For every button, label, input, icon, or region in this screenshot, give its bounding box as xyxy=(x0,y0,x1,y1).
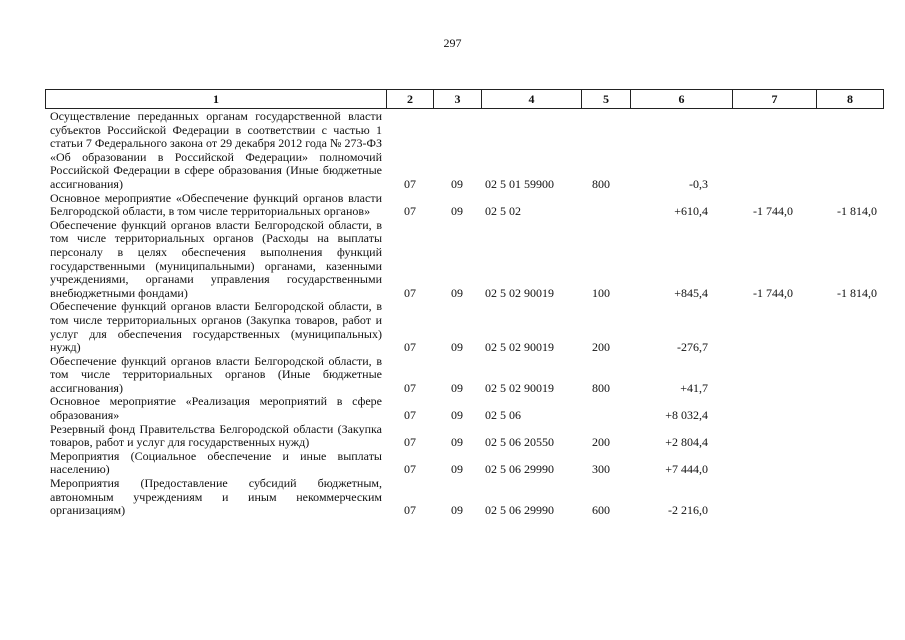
subsection-code: 09 xyxy=(451,380,463,395)
header-col-1: 1 xyxy=(46,90,387,108)
section-code: 07 xyxy=(404,340,416,355)
section-code: 07 xyxy=(404,503,416,518)
target-article: 02 5 06 29990 xyxy=(485,462,554,477)
subsection-code: 09 xyxy=(451,408,463,423)
expense-type: 800 xyxy=(592,176,610,191)
header-col-8: 8 xyxy=(847,92,853,106)
table-row xyxy=(0,423,905,450)
amount-col-6: +7 444,0 xyxy=(665,462,708,477)
subsection-code: 09 xyxy=(451,176,463,191)
table-row xyxy=(0,477,905,518)
header-col-7: 7 xyxy=(733,90,817,108)
expense-type: 200 xyxy=(592,435,610,450)
row-description: Мероприятия (Предоставление субсидий бюджетным, автономным учреждениям и иным некоммерческим организациям) xyxy=(50,476,382,518)
section-code: 07 xyxy=(404,435,416,450)
section-code: 07 xyxy=(404,285,416,300)
row-description: Обеспечение функций органов власти Белгородской области, в том числе территориальных органов (Закупка товаров, работ и услуг для обеспечения государственных (муниципальных) нужд) xyxy=(50,299,382,355)
amount-col-7: -1 744,0 xyxy=(753,285,793,300)
amount-col-6: -0,3 xyxy=(689,176,708,191)
table-row xyxy=(0,395,905,422)
expense-type: 100 xyxy=(592,285,610,300)
table-row xyxy=(0,110,905,192)
subsection-code: 09 xyxy=(451,340,463,355)
section-code: 07 xyxy=(404,408,416,423)
row-description: Основное мероприятие «Обеспечение функций органов власти Белгородской области, в том числе территориальных органов» xyxy=(50,190,382,219)
target-article: 02 5 06 29990 xyxy=(485,503,554,518)
page-number: 297 xyxy=(443,36,462,50)
section-code: 07 xyxy=(404,204,416,219)
expense-type: 200 xyxy=(592,340,610,355)
header-col-4: 4 xyxy=(482,90,582,108)
expense-type: 300 xyxy=(592,462,610,477)
amount-col-6: +610,4 xyxy=(674,204,708,219)
amount-col-6: +845,4 xyxy=(674,285,708,300)
target-article: 02 5 02 xyxy=(485,204,521,219)
target-article: 02 5 01 59900 xyxy=(485,176,554,191)
header-col-3: 3 xyxy=(434,90,482,108)
table-body xyxy=(0,110,905,518)
subsection-code: 09 xyxy=(451,435,463,450)
subsection-code: 09 xyxy=(451,503,463,518)
table-row xyxy=(0,300,905,354)
target-article: 02 5 02 90019 xyxy=(485,380,554,395)
target-article: 02 5 06 xyxy=(485,408,521,423)
section-code: 07 xyxy=(404,176,416,191)
amount-col-6: -2 216,0 xyxy=(668,503,708,518)
table-header xyxy=(45,89,884,109)
table-row xyxy=(0,219,905,301)
amount-col-6: -276,7 xyxy=(677,340,708,355)
target-article: 02 5 06 20550 xyxy=(485,435,554,450)
header-col-2: 2 xyxy=(387,90,434,108)
expense-type: 800 xyxy=(592,380,610,395)
amount-col-7: -1 744,0 xyxy=(753,204,793,219)
header-col-5: 5 xyxy=(582,90,631,108)
row-description: Осуществление переданных органам государственной власти субъектов Российской Федерации в соответствии с частью 1 статьи 7 Федерального закона от 29 декабря 2012 года № 273-ФЗ «Об образовании в Российской Федерации» полномочий Российской Федерации в сфере образования (Иные бюджетные ассигнования) xyxy=(50,109,382,191)
row-description: Основное мероприятие «Реализация мероприятий в сфере образования» xyxy=(50,394,382,423)
table-row xyxy=(0,450,905,477)
subsection-code: 09 xyxy=(451,204,463,219)
table-row xyxy=(0,192,905,219)
table-row xyxy=(0,355,905,396)
subsection-code: 09 xyxy=(451,462,463,477)
target-article: 02 5 02 90019 xyxy=(485,340,554,355)
amount-col-6: +8 032,4 xyxy=(665,408,708,423)
header-col-6: 6 xyxy=(631,90,733,108)
row-description: Резервный фонд Правительства Белгородской области (Закупка товаров, работ и услуг для государственных нужд) xyxy=(50,421,382,450)
subsection-code: 09 xyxy=(451,285,463,300)
section-code: 07 xyxy=(404,462,416,477)
target-article: 02 5 02 90019 xyxy=(485,285,554,300)
amount-col-6: +41,7 xyxy=(680,380,708,395)
amount-col-6: +2 804,4 xyxy=(665,435,708,450)
row-description: Мероприятия (Социальное обеспечение и иные выплаты населению) xyxy=(50,448,382,477)
row-description: Обеспечение функций органов власти Белгородской области, в том числе территориальных органов (Иные бюджетные ассигнования) xyxy=(50,353,382,395)
amount-col-8: -1 814,0 xyxy=(837,204,877,219)
section-code: 07 xyxy=(404,380,416,395)
amount-col-8: -1 814,0 xyxy=(837,285,877,300)
expense-type: 600 xyxy=(592,503,610,518)
row-description: Обеспечение функций органов власти Белгородской области, в том числе территориальных органов (Расходы на выплаты персоналу в целях обеспечения выполнения функций государственными (муниципальными) органами, казенными учреждениями, органами управления государственными внебюджетными фондами) xyxy=(50,217,382,300)
